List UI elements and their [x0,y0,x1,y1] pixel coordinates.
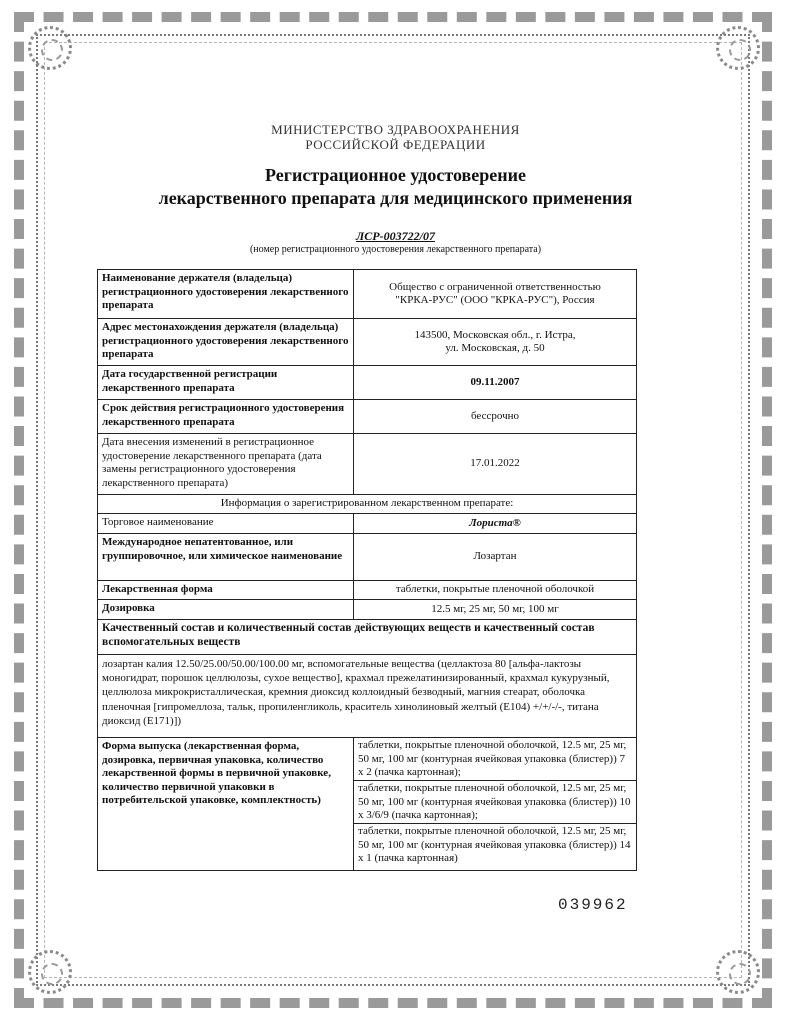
validity-value: бессрочно [470,409,519,422]
dosage-label: Дозировка [98,600,354,619]
corner-rosette-icon [28,950,72,994]
serial-number: 039962 [558,896,628,914]
holder-value [354,270,636,318]
address-value-line1: 143500, Московская обл., г. Истра, [414,328,576,341]
change-date-value: 17.01.2022 [470,457,520,470]
holder-value-line2: "КРКА-РУС" (ООО "КРКА-РУС"), Россия [395,294,595,306]
table-row [98,600,636,620]
dosage-form-value: таблетки, покрытые пленочной оболочкой [395,583,595,596]
table-row [98,434,636,495]
corner-rosette-icon [716,26,760,70]
dosage-form-label: Лекарственная форма [98,581,354,599]
release-form-value-1: таблетки, покрытые пленочной оболочкой, 12.5 мг, 25 мг, 50 мг, 100 мг (контурная ячейковая упаковка (блистер)) 7 x 2 (пачка картонная); [354,738,636,781]
corner-rosette-icon [716,950,760,994]
table-row [98,400,636,434]
change-date-label: Дата внесения изменений в регистрационное удостоверение лекарственного препарата (дата замены регистрационного удостоверения лекарственного препарата) [98,434,354,494]
address-value-line2: ул. Московская, д. 50 [445,342,545,354]
release-form-values [354,738,636,870]
validity-label: Срок действия регистрационного удостоверения лекарственного препарата [98,400,354,433]
corner-rosette-icon [28,26,72,70]
table-row [98,270,636,319]
document-title-line1: Регистрационное удостоверение [265,165,526,185]
registration-number-caption: (номер регистрационного удостоверения лекарственного препарата) [249,244,542,255]
table-row [98,534,636,581]
table-row [98,655,636,738]
table-row [98,581,636,600]
trade-name-label: Торговое наименование [98,514,354,533]
table-row [98,620,636,655]
registration-date-value: 09.11.2007 [470,375,520,388]
table-row [98,319,636,366]
dosage-value: 12.5 мг, 25 мг, 50 мг, 100 мг [431,602,559,615]
registration-table [97,269,637,871]
ministry-name-line1: МИНИСТЕРСТВО ЗДРАВООХРАНЕНИЯ [271,122,520,137]
info-heading: Информация о зарегистрированном лекарственном препарате: [220,497,514,509]
holder-label: Наименование держателя (владельца) регистрационного удостоверения лекарственного препарата [98,270,354,318]
address-value [354,319,636,365]
registration-number: ЛСР-003722/07 [356,229,435,243]
inn-label: Международное непатентованное, или группировочное, или химическое наименование [98,534,354,580]
table-row [98,495,636,514]
composition-heading: Качественный состав и количественный состав действующих веществ и качественный состав вспомогательных веществ [102,622,595,648]
table-row [98,738,636,870]
trade-name-value: Лориста® [469,516,521,529]
registration-date-label: Дата государственной регистрации лекарственного препарата [98,366,354,399]
release-form-value-2: таблетки, покрытые пленочной оболочкой, 12.5 мг, 25 мг, 50 мг, 100 мг (контурная ячейковая упаковка (блистер)) 10 x 3/6/9 (пачка картонная); [354,781,636,824]
composition-text: лозартан калия 12.50/25.00/50.00/100.00 мг, вспомогательные вещества (целлактоза 80 [альфа-лактозы моногидрат, порошок целлюлозы, сухое вещество], крахмал прежелатинизированный, крахмал кукурузный, целлюлоза микрокристаллическая, кремния диоксид коллоидный безводный, магния стеарат, оболочка пленочная [гипромеллоза, тальк, пропиленгликоль, краситель хинолиновый желтый (Е104) +/+/-/-, титана диоксид (Е171)]) [102,658,610,727]
table-row [98,514,636,534]
release-form-label: Форма выпуска (лекарственная форма, дозировка, первичная упаковка, количество лекарственной формы в первичной упаковке, количество первичной упаковки в потребительской упаковке, комплектность) [98,738,354,870]
address-label: Адрес местонахождения держателя (владельца) регистрационного удостоверения лекарственного препарата [98,319,354,365]
document-title-line2: лекарственного препарата для медицинского применения [158,188,633,208]
table-row [98,366,636,400]
holder-value-line1: Общество с ограниченной ответственностью [389,280,601,293]
release-form-value-3: таблетки, покрытые пленочной оболочкой, 12.5 мг, 25 мг, 50 мг, 100 мг (контурная ячейковая упаковка (блистер)) 14 x 1 (пачка картонная) [358,825,631,864]
ministry-name-line2: РОССИЙСКОЙ ФЕДЕРАЦИИ [305,137,486,152]
inn-value: Лозартан [473,550,517,563]
